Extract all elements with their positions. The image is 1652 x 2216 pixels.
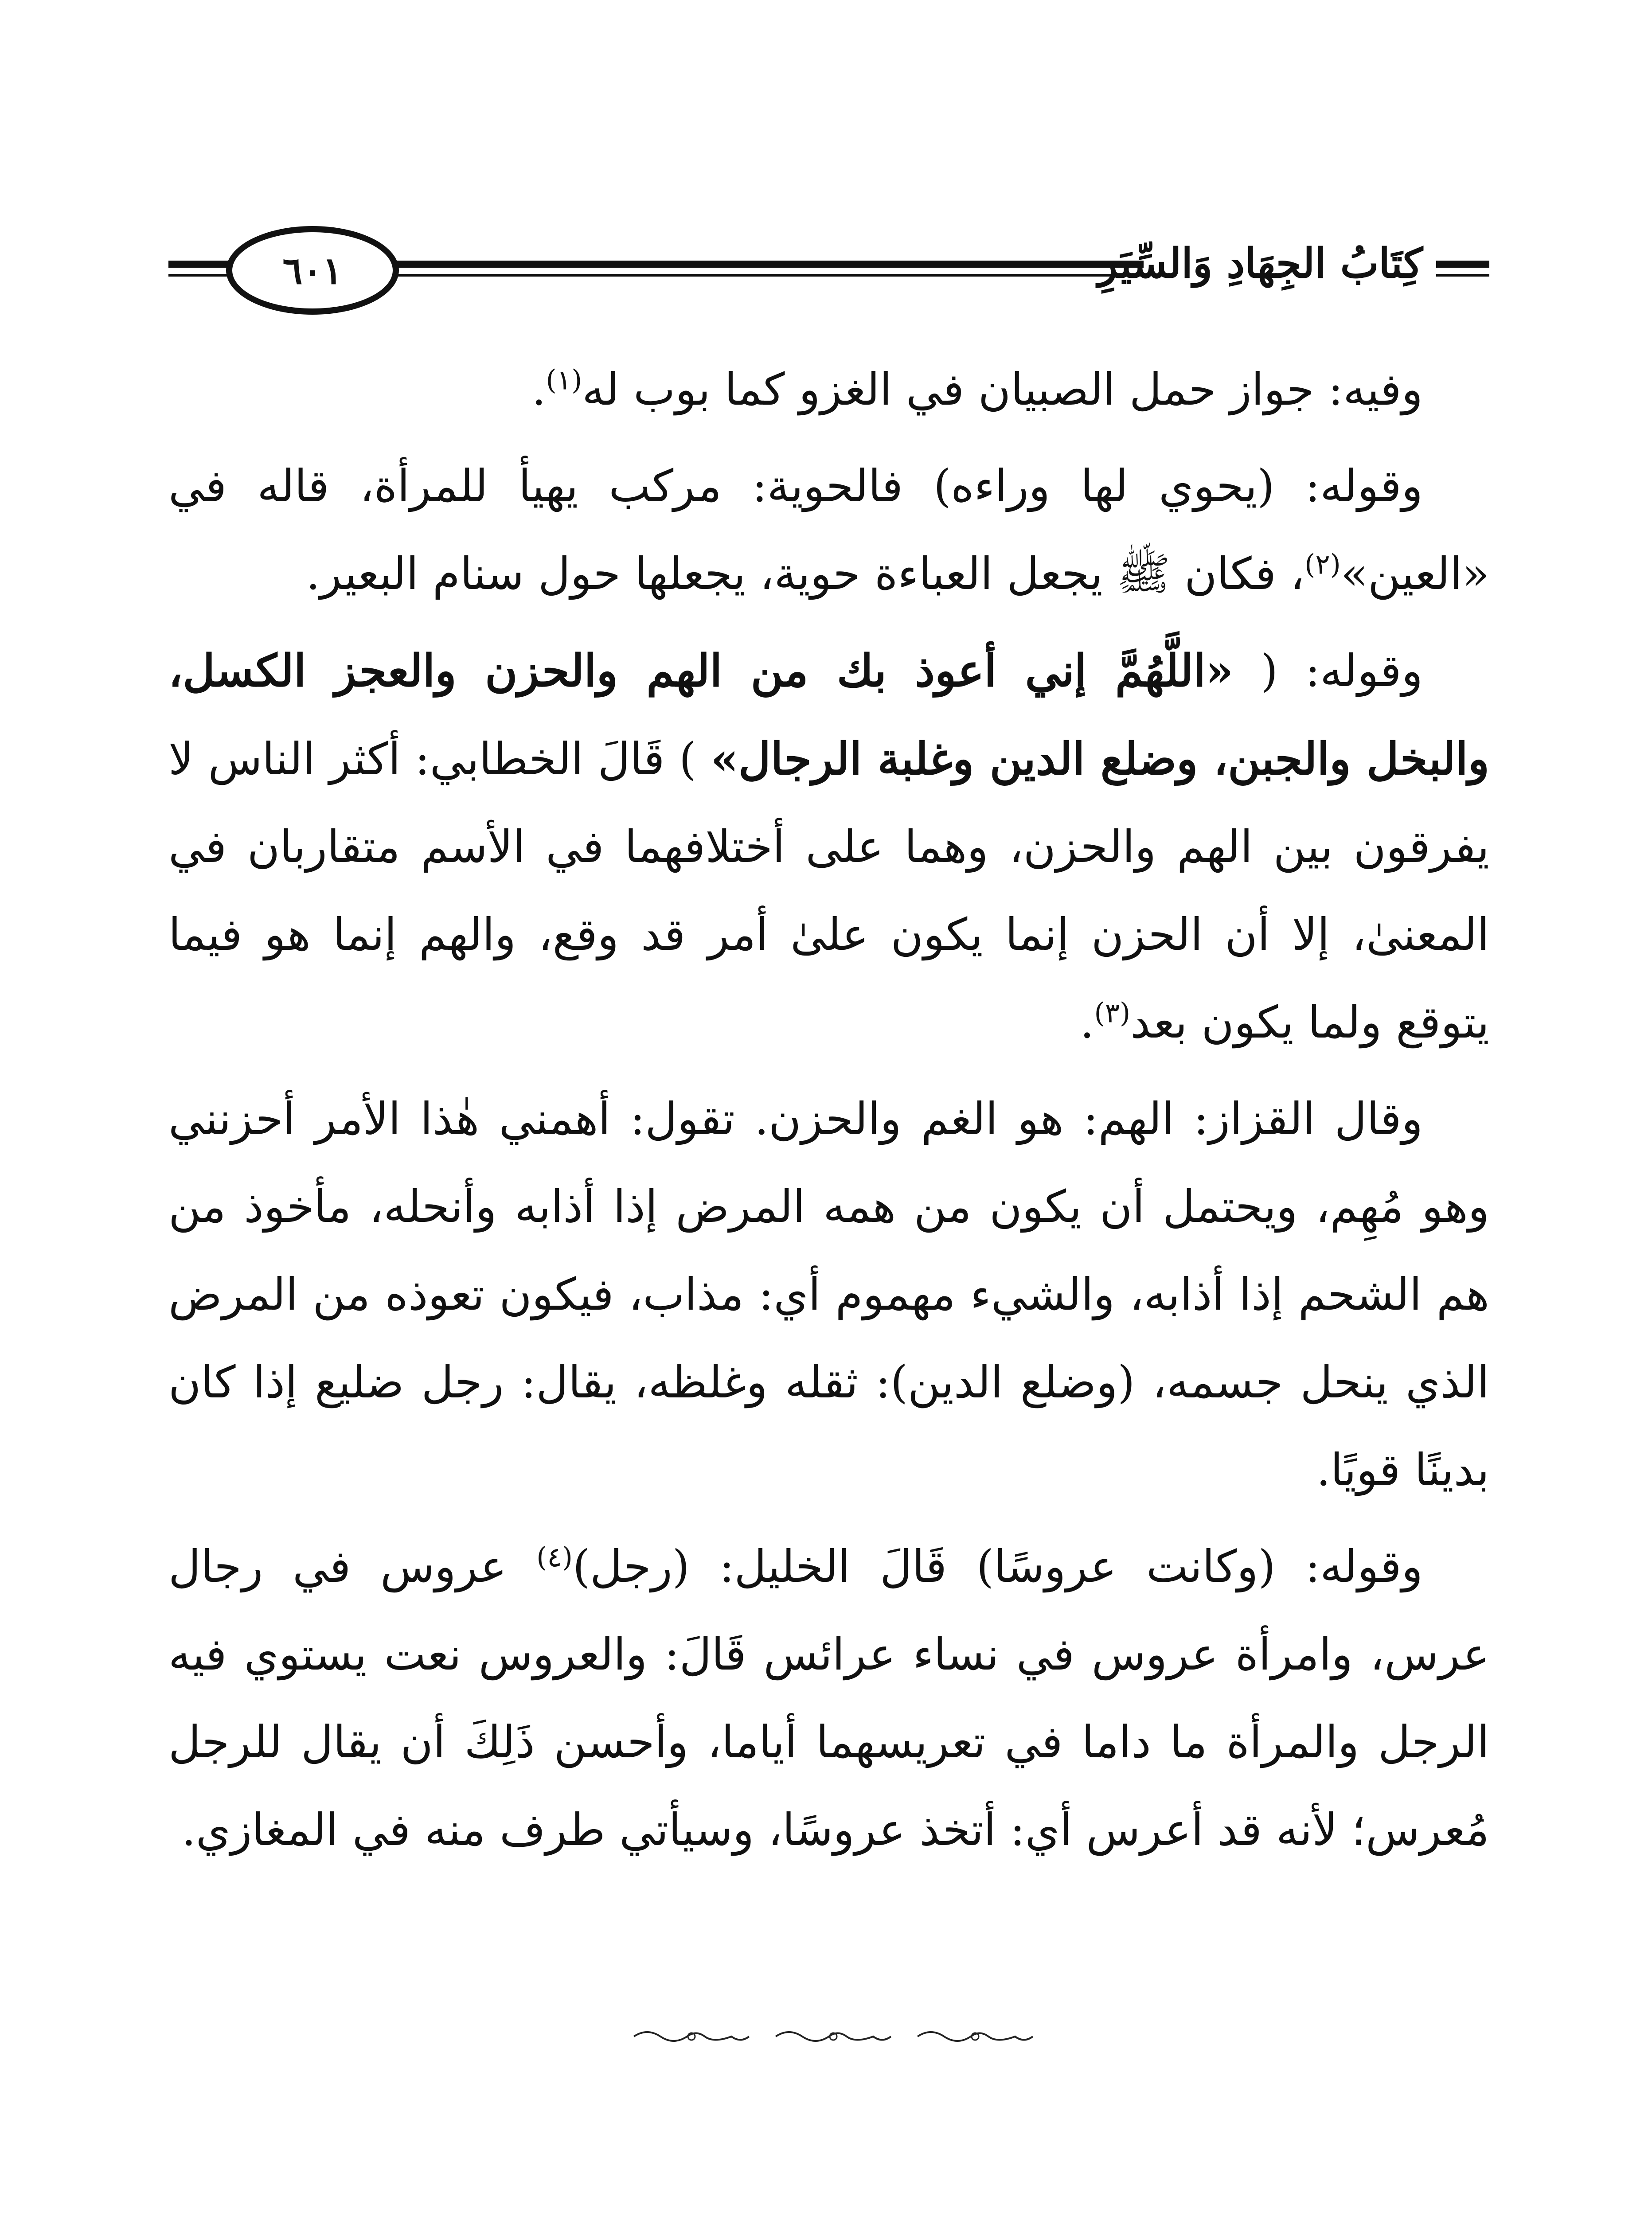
footnote-ref-3[interactable]: (٣) xyxy=(1094,996,1131,1029)
paragraph-2-text-b: ، فكان ﷺ يجعل العباءة حوية، يجعلها حول سنام البعير. xyxy=(306,548,1305,600)
paragraph-3 xyxy=(168,627,1489,1066)
paragraph-2-text-a: وقوله: (يحوي لها وراءه) فالحوية: مركب يهيأ للمرأة، قاله في «العين» xyxy=(168,460,1489,600)
section-ornament xyxy=(612,2021,1055,2052)
paragraph-5-text-a: وقوله: (وكانت عروسًا) قَالَ الخليل: (رجل) xyxy=(572,1541,1423,1592)
paragraph-3-text-a: وقوله: ( xyxy=(1233,645,1423,697)
paragraph-4 xyxy=(168,1075,1489,1514)
ornament-piece-3 xyxy=(913,2025,1037,2048)
header-rule-right-thin xyxy=(1436,274,1489,277)
paragraph-3-end: . xyxy=(1080,996,1094,1048)
footnote-ref-4[interactable]: (٤) xyxy=(536,1541,573,1573)
header-rule-middle xyxy=(390,261,1144,268)
footnote-ref-2[interactable]: (٢) xyxy=(1304,548,1341,581)
book-title: كِتَابُ الجِهَادِ وَالسِّيَرِ xyxy=(1097,239,1423,287)
page-number-frame xyxy=(226,226,399,315)
hadith-quote: «اللَّهُمَّ إني أعوذ بك من الهم والحزن والعجز الكسل، والبخل والجبن، وضلع الدين وغلبة الرجال» xyxy=(168,644,1489,785)
paragraph-5-text-b: عروس في رجال عرس، وامرأة عروس في نساء عرائس قَالَ: والعروس نعت يستوي فيه الرجل والمرأة ما داما في تعريسهما أياما، وأحسن ذَلِكَ أن يقال للرجل مُعرس؛ لأنه قد أعرس أي: أتخذ عروسًا، وسيأتي طرف منه في المغازي. xyxy=(168,1541,1489,1856)
paragraph-1-text: وفيه: جواز حمل الصبيان في الغزو كما بوب له xyxy=(582,363,1423,415)
footnote-ref-1[interactable]: (١) xyxy=(546,363,582,396)
main-text xyxy=(168,346,1489,1883)
paragraph-3-text-b: ) قَالَ الخطابي: أكثر الناس لا يفرقون بين الهم والحزن، وهما على أختلافهما في الأسم متقاربان في المعنىٰ، إلا أن الحزن إنما يكون علىٰ أمر قد وقع، والهم إنما هو فيما يتوقع ولما يكون بعد xyxy=(168,733,1489,1048)
header-rule-middle-thin xyxy=(390,274,1144,277)
page-header xyxy=(168,226,1489,324)
paragraph-1-end: . xyxy=(531,363,546,415)
page-number: ٦٠١ xyxy=(282,248,343,293)
paragraph-5 xyxy=(168,1523,1489,1874)
header-rule-right xyxy=(1436,261,1489,268)
paragraph-2 xyxy=(168,442,1489,618)
paragraph-1 xyxy=(168,346,1489,433)
paragraph-4-text: وقال القزاز: الهم: هو الغم والحزن. تقول: أهمني هٰذا الأمر أحزنني وهو مُهِم، ويحتمل أن يكون من همه المرض إذا أذابه وأنحله، مأخوذ من هم الشحم إذا أذابه، والشيء مهموم أي: مذاب، فيكون تعوذه من المرض الذي ينحل جسمه، (وضلع الدين): ثقله وغلظه، يقال: رجل ضليع إذا كان بدينًا قويًا. xyxy=(168,1093,1489,1496)
ornament-piece-1 xyxy=(629,2025,754,2048)
ornament-piece-2 xyxy=(771,2025,895,2048)
